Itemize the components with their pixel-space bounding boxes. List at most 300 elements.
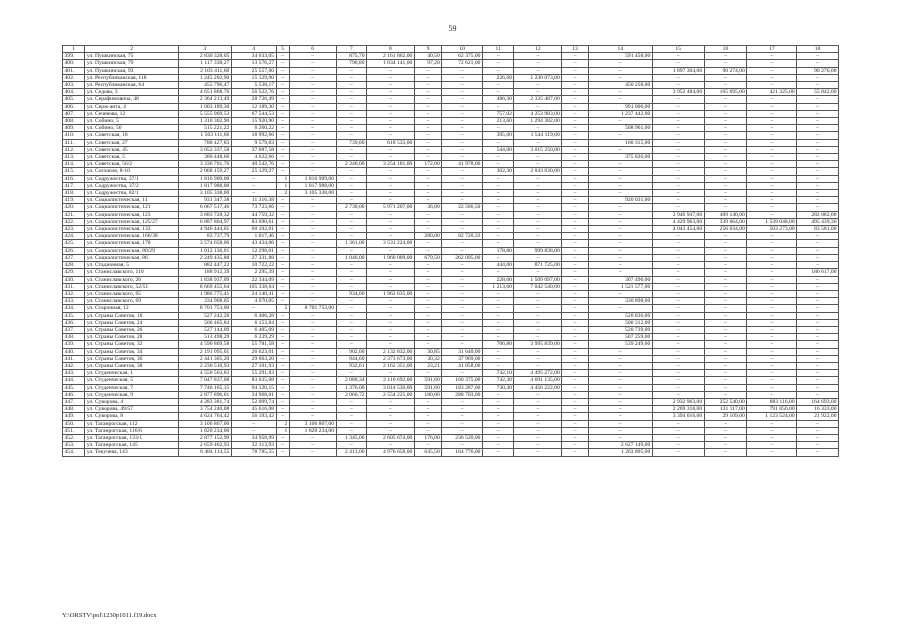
value-cell: 4 550 563,83 bbox=[178, 370, 231, 377]
value-cell: 4 253 983,00 bbox=[514, 110, 562, 117]
value-cell: – bbox=[747, 355, 797, 362]
value-cell: – bbox=[482, 427, 514, 434]
table-row bbox=[63, 132, 839, 139]
table-row bbox=[63, 384, 839, 391]
value-cell: 40,50 bbox=[414, 53, 441, 60]
value-cell: – bbox=[562, 118, 588, 125]
value-cell: 4 976 658,00 bbox=[367, 449, 415, 456]
value-cell: – bbox=[414, 334, 441, 341]
value-cell: – bbox=[797, 254, 839, 261]
table-row bbox=[63, 211, 839, 218]
value-cell: 1 046,00 bbox=[336, 254, 367, 261]
value-cell: – bbox=[289, 290, 336, 297]
value-cell: – bbox=[588, 204, 652, 211]
value-cell: – bbox=[276, 269, 289, 276]
value-cell: 2 bbox=[276, 420, 289, 427]
value-cell: 3 754 240,08 bbox=[178, 406, 231, 413]
address-cell: ул. Таганрогская, 133/1 bbox=[85, 434, 179, 441]
value-cell: – bbox=[562, 125, 588, 132]
address-cell: ул. Страны Советов, 38 bbox=[85, 362, 179, 369]
value-cell: 56 193,42 bbox=[231, 413, 276, 420]
value-cell: – bbox=[367, 341, 415, 348]
value-cell: 34 958,99 bbox=[231, 434, 276, 441]
value-cell: 3 106 867,00 bbox=[178, 420, 231, 427]
value-cell: – bbox=[562, 67, 588, 74]
value-cell: – bbox=[514, 312, 562, 319]
value-cell: – bbox=[747, 211, 797, 218]
value-cell: – bbox=[652, 370, 704, 377]
value-cell: 7 042 540,00 bbox=[514, 283, 562, 290]
value-cell: – bbox=[514, 103, 562, 110]
value-cell: – bbox=[652, 442, 704, 449]
value-cell: – bbox=[797, 110, 839, 117]
value-cell: – bbox=[414, 154, 441, 161]
value-cell: – bbox=[514, 290, 562, 297]
table-row bbox=[63, 110, 839, 117]
value-cell: 172,00 bbox=[414, 161, 441, 168]
value-cell: – bbox=[652, 118, 704, 125]
value-cell: – bbox=[747, 262, 797, 269]
value-cell: – bbox=[797, 442, 839, 449]
value-cell: – bbox=[652, 175, 704, 182]
table-row bbox=[63, 67, 839, 74]
value-cell: – bbox=[747, 305, 797, 312]
value-cell: – bbox=[562, 168, 588, 175]
value-cell: 97,20 bbox=[414, 60, 441, 67]
value-cell: 1 237 442,00 bbox=[588, 110, 652, 117]
value-cell: – bbox=[289, 226, 336, 233]
address-cell: ул. Стадионная, 5 bbox=[85, 262, 179, 269]
value-cell: 3 952 484,00 bbox=[652, 89, 704, 96]
value-cell: – bbox=[276, 334, 289, 341]
value-cell: 307 496,00 bbox=[588, 276, 652, 283]
value-cell: 21 922,00 bbox=[797, 413, 839, 420]
value-cell: – bbox=[482, 125, 514, 132]
value-cell: – bbox=[289, 312, 336, 319]
value-cell: – bbox=[414, 262, 441, 269]
value-cell: 520 836,00 bbox=[588, 312, 652, 319]
address-cell: ул. Содружества, 37/2 bbox=[85, 182, 179, 189]
row-number-cell: 410. bbox=[63, 132, 85, 139]
value-cell: – bbox=[797, 60, 839, 67]
value-cell: 882 447,22 bbox=[178, 262, 231, 269]
value-cell: 288 703,00 bbox=[442, 391, 483, 398]
value-cell: 5 bbox=[276, 305, 289, 312]
value-cell: – bbox=[514, 175, 562, 182]
row-number-cell: 408. bbox=[63, 118, 85, 125]
value-cell: – bbox=[704, 190, 747, 197]
value-cell: – bbox=[704, 197, 747, 204]
value-cell: – bbox=[514, 139, 562, 146]
value-cell: – bbox=[367, 247, 415, 254]
value-cell: – bbox=[704, 312, 747, 319]
value-cell: 1 816 909,00 bbox=[178, 175, 231, 182]
value-cell: – bbox=[276, 283, 289, 290]
row-number-cell: 402. bbox=[63, 74, 85, 81]
value-cell: 2 295,39 bbox=[231, 269, 276, 276]
value-cell: – bbox=[652, 60, 704, 67]
value-cell: – bbox=[704, 449, 747, 456]
value-cell: 55 781,58 bbox=[231, 341, 276, 348]
value-cell: – bbox=[562, 326, 588, 333]
page-number: 59 bbox=[448, 24, 457, 33]
value-cell: – bbox=[289, 132, 336, 139]
value-cell: – bbox=[797, 139, 839, 146]
value-cell: – bbox=[747, 247, 797, 254]
row-number-cell: 411. bbox=[63, 139, 85, 146]
value-cell: 330 898,00 bbox=[588, 298, 652, 305]
value-cell: – bbox=[747, 362, 797, 369]
value-cell: 83 690,61 bbox=[231, 218, 276, 225]
value-cell: – bbox=[482, 348, 514, 355]
address-cell: ул. Старонная, 12 bbox=[85, 305, 179, 312]
value-cell: – bbox=[442, 262, 483, 269]
value-cell: – bbox=[514, 334, 562, 341]
value-cell: – bbox=[289, 391, 336, 398]
value-cell: 3 336 701,76 bbox=[178, 161, 231, 168]
value-cell: 1 544 119,00 bbox=[514, 132, 562, 139]
value-cell: 1 310 302,90 bbox=[178, 118, 231, 125]
value-cell: – bbox=[336, 190, 367, 197]
address-cell: ул. Согласия, 8-10 bbox=[85, 168, 179, 175]
value-cell: – bbox=[482, 82, 514, 89]
value-cell: – bbox=[336, 125, 367, 132]
value-cell: 4 283 381,74 bbox=[178, 398, 231, 405]
value-cell: 1 820 234,00 bbox=[289, 427, 336, 434]
value-cell: – bbox=[652, 182, 704, 189]
value-cell: – bbox=[747, 182, 797, 189]
value-cell: – bbox=[588, 290, 652, 297]
value-cell: – bbox=[562, 413, 588, 420]
value-cell: – bbox=[414, 118, 441, 125]
value-cell: – bbox=[442, 341, 483, 348]
value-cell: – bbox=[336, 312, 367, 319]
value-cell: – bbox=[276, 154, 289, 161]
value-cell: 78 785,55 bbox=[231, 449, 276, 456]
value-cell: – bbox=[336, 233, 367, 240]
value-cell: – bbox=[289, 326, 336, 333]
value-cell: – bbox=[414, 139, 441, 146]
value-cell: 934,00 bbox=[336, 290, 367, 297]
value-cell: – bbox=[414, 442, 441, 449]
row-number-cell: 428. bbox=[63, 262, 85, 269]
value-cell: – bbox=[276, 298, 289, 305]
value-cell: – bbox=[652, 197, 704, 204]
value-cell: 2 103 411,60 bbox=[178, 67, 231, 74]
value-cell: – bbox=[747, 168, 797, 175]
value-cell: 4 691 135,00 bbox=[514, 377, 562, 384]
column-header: 12 bbox=[514, 46, 562, 53]
value-cell: – bbox=[442, 334, 483, 341]
value-cell: 4 456 222,00 bbox=[514, 384, 562, 391]
value-cell: 2 230 510,93 bbox=[178, 362, 231, 369]
value-cell: 72 621,00 bbox=[442, 60, 483, 67]
value-cell: 1 539 048,00 bbox=[747, 218, 797, 225]
value-cell: – bbox=[514, 442, 562, 449]
value-cell: – bbox=[514, 89, 562, 96]
value-cell: – bbox=[704, 370, 747, 377]
row-number-cell: 412. bbox=[63, 146, 85, 153]
value-cell: – bbox=[747, 197, 797, 204]
value-cell: 55 291,83 bbox=[231, 370, 276, 377]
value-cell: – bbox=[414, 218, 441, 225]
value-cell: – bbox=[336, 132, 367, 139]
row-number-cell: 442. bbox=[63, 362, 85, 369]
value-cell: 757,02 bbox=[482, 110, 514, 117]
value-cell: – bbox=[588, 218, 652, 225]
table-row bbox=[63, 218, 839, 225]
address-cell: ул. Социалистическая, 178 bbox=[85, 240, 179, 247]
value-cell: – bbox=[514, 60, 562, 67]
value-cell: – bbox=[588, 175, 652, 182]
table-row bbox=[63, 348, 839, 355]
value-cell: 513 498,29 bbox=[178, 334, 231, 341]
value-cell: 4 946 444,01 bbox=[178, 226, 231, 233]
value-cell: 41 978,00 bbox=[442, 161, 483, 168]
value-cell: – bbox=[442, 420, 483, 427]
value-cell: 7 047 837,08 bbox=[178, 377, 231, 384]
value-cell: – bbox=[442, 211, 483, 218]
value-cell: – bbox=[482, 355, 514, 362]
value-cell: – bbox=[588, 355, 652, 362]
value-cell: – bbox=[562, 355, 588, 362]
value-cell: 883 116,00 bbox=[747, 398, 797, 405]
value-cell: – bbox=[514, 449, 562, 456]
value-cell: 226,68 bbox=[482, 74, 514, 81]
value-cell: – bbox=[747, 434, 797, 441]
table-row bbox=[63, 233, 839, 240]
value-cell: – bbox=[704, 384, 747, 391]
value-cell: – bbox=[704, 283, 747, 290]
value-cell: – bbox=[336, 326, 367, 333]
value-cell: – bbox=[482, 240, 514, 247]
value-cell: – bbox=[704, 269, 747, 276]
row-number-cell: 424. bbox=[63, 233, 85, 240]
value-cell: 1 897 304,00 bbox=[652, 67, 704, 74]
value-cell: – bbox=[289, 348, 336, 355]
value-cell: – bbox=[336, 175, 367, 182]
value-cell: – bbox=[562, 204, 588, 211]
value-cell: 94 120,15 bbox=[231, 384, 276, 391]
table-row bbox=[63, 197, 839, 204]
value-cell: – bbox=[367, 398, 415, 405]
value-cell: – bbox=[482, 204, 514, 211]
value-cell: 2 605 674,00 bbox=[367, 434, 415, 441]
value-cell: 83 737,79 bbox=[178, 233, 231, 240]
value-cell: – bbox=[747, 110, 797, 117]
table-row bbox=[63, 290, 839, 297]
value-cell: – bbox=[367, 190, 415, 197]
value-cell: – bbox=[336, 74, 367, 81]
value-cell: 8 701 753,00 bbox=[289, 305, 336, 312]
value-cell: – bbox=[276, 168, 289, 175]
value-cell: 5 555 969,53 bbox=[178, 110, 231, 117]
value-cell: – bbox=[442, 125, 483, 132]
value-cell: – bbox=[442, 175, 483, 182]
value-cell: 13 576,27 bbox=[231, 60, 276, 67]
table-row bbox=[63, 139, 839, 146]
value-cell: 43 434,06 bbox=[231, 240, 276, 247]
value-cell: – bbox=[276, 442, 289, 449]
value-cell: 3 531 224,00 bbox=[367, 240, 415, 247]
value-cell: – bbox=[704, 348, 747, 355]
address-cell: ул. Станиславского, 69 bbox=[85, 298, 179, 305]
row-number-cell: 433. bbox=[63, 298, 85, 305]
table-row bbox=[63, 449, 839, 456]
value-cell: 44 759,32 bbox=[231, 211, 276, 218]
value-cell: – bbox=[276, 89, 289, 96]
column-header: 2 bbox=[85, 46, 179, 53]
value-cell: – bbox=[482, 175, 514, 182]
value-cell: 380 448,66 bbox=[178, 154, 231, 161]
table-row bbox=[63, 370, 839, 377]
row-number-cell: 401. bbox=[63, 67, 85, 74]
row-number-cell: 447. bbox=[63, 398, 85, 405]
address-cell: ул. Страны Советов, 18 bbox=[85, 312, 179, 319]
value-cell: – bbox=[336, 334, 367, 341]
value-cell: – bbox=[289, 82, 336, 89]
value-cell: – bbox=[336, 226, 367, 233]
value-cell: – bbox=[704, 377, 747, 384]
column-header: 1 bbox=[63, 46, 85, 53]
value-cell: 932,61 bbox=[336, 362, 367, 369]
value-cell: 1 bbox=[276, 175, 289, 182]
row-number-cell: 444. bbox=[63, 377, 85, 384]
value-cell: – bbox=[562, 334, 588, 341]
address-cell: ул. Социалистическая, 166/38 bbox=[85, 233, 179, 240]
value-cell: – bbox=[414, 269, 441, 276]
value-cell: – bbox=[442, 427, 483, 434]
value-cell: – bbox=[797, 125, 839, 132]
value-cell: – bbox=[414, 197, 441, 204]
address-cell: ул. Страны Советов, 28 bbox=[85, 334, 179, 341]
value-cell: – bbox=[482, 290, 514, 297]
row-number-cell: 445. bbox=[63, 384, 85, 391]
value-cell: 2 060,72 bbox=[336, 391, 367, 398]
row-number-cell: 441. bbox=[63, 355, 85, 362]
value-cell: – bbox=[276, 319, 289, 326]
value-cell: – bbox=[336, 118, 367, 125]
value-cell: 2 830 328,05 bbox=[178, 53, 231, 60]
value-cell: – bbox=[562, 254, 588, 261]
row-number-cell: 417. bbox=[63, 182, 85, 189]
value-cell: – bbox=[747, 254, 797, 261]
value-cell: – bbox=[747, 384, 797, 391]
value-cell: – bbox=[482, 449, 514, 456]
value-cell: – bbox=[704, 82, 747, 89]
row-number-cell: 448. bbox=[63, 406, 85, 413]
value-cell: 742,10 bbox=[482, 370, 514, 377]
value-cell: – bbox=[442, 226, 483, 233]
value-cell: – bbox=[276, 226, 289, 233]
value-cell: – bbox=[747, 154, 797, 161]
value-cell: 2 364 213,49 bbox=[178, 96, 231, 103]
value-cell: – bbox=[414, 283, 441, 290]
address-cell: ул. Советская, 5 bbox=[85, 154, 179, 161]
column-header: 6 bbox=[289, 46, 336, 53]
value-cell: 944,60 bbox=[336, 355, 367, 362]
address-cell: ул. Таганрогская, 112 bbox=[85, 420, 179, 427]
value-cell: – bbox=[747, 233, 797, 240]
value-cell: – bbox=[514, 305, 562, 312]
value-cell: – bbox=[367, 305, 415, 312]
value-cell: – bbox=[276, 110, 289, 117]
table-row bbox=[63, 312, 839, 319]
value-cell: – bbox=[652, 427, 704, 434]
value-cell: – bbox=[588, 362, 652, 369]
value-cell: – bbox=[797, 377, 839, 384]
address-cell: ул. Социалистическая, 86 bbox=[85, 254, 179, 261]
value-cell: 15 129,90 bbox=[231, 74, 276, 81]
value-cell: – bbox=[797, 82, 839, 89]
value-cell: – bbox=[562, 362, 588, 369]
value-cell: – bbox=[442, 276, 483, 283]
value-cell: – bbox=[704, 290, 747, 297]
value-cell: – bbox=[797, 118, 839, 125]
value-cell: – bbox=[797, 283, 839, 290]
value-cell: – bbox=[367, 118, 415, 125]
value-cell: – bbox=[442, 269, 483, 276]
value-cell: – bbox=[367, 370, 415, 377]
value-cell: – bbox=[652, 341, 704, 348]
value-cell: 1 960 009,00 bbox=[367, 254, 415, 261]
value-cell: 34 968,01 bbox=[231, 391, 276, 398]
value-cell: – bbox=[514, 362, 562, 369]
value-cell: – bbox=[797, 161, 839, 168]
value-cell: – bbox=[414, 276, 441, 283]
value-cell: 6 405,09 bbox=[231, 326, 276, 333]
value-cell: – bbox=[289, 118, 336, 125]
value-cell: – bbox=[562, 146, 588, 153]
value-cell: 236 520,00 bbox=[442, 434, 483, 441]
value-cell: – bbox=[367, 420, 415, 427]
table-row bbox=[63, 434, 839, 441]
value-cell: 29 663,20 bbox=[231, 355, 276, 362]
value-cell: 931 347,38 bbox=[178, 197, 231, 204]
value-cell: – bbox=[367, 110, 415, 117]
value-cell: – bbox=[562, 82, 588, 89]
table-row bbox=[63, 96, 839, 103]
address-cell: ул. Сечевова, 12 bbox=[85, 110, 179, 117]
value-cell: – bbox=[704, 168, 747, 175]
value-cell: 2 bbox=[276, 190, 289, 197]
value-cell: 29 109,00 bbox=[704, 413, 747, 420]
value-cell: – bbox=[514, 427, 562, 434]
value-cell: – bbox=[588, 74, 652, 81]
value-cell: – bbox=[289, 110, 336, 117]
value-cell: 90 276,00 bbox=[797, 67, 839, 74]
value-cell: – bbox=[797, 96, 839, 103]
value-cell: – bbox=[797, 434, 839, 441]
value-cell: – bbox=[336, 67, 367, 74]
value-cell: 1 230 073,00 bbox=[514, 74, 562, 81]
value-cell: – bbox=[514, 398, 562, 405]
table-row bbox=[63, 89, 839, 96]
value-cell: – bbox=[652, 233, 704, 240]
value-cell: 4 624 764,42 bbox=[178, 413, 231, 420]
value-cell: 30,32 bbox=[414, 355, 441, 362]
value-cell: – bbox=[336, 398, 367, 405]
value-cell: – bbox=[442, 305, 483, 312]
value-cell: – bbox=[442, 298, 483, 305]
row-number-cell: 418. bbox=[63, 190, 85, 197]
table-row bbox=[63, 146, 839, 153]
row-number-cell: 446. bbox=[63, 391, 85, 398]
value-cell: – bbox=[588, 391, 652, 398]
table-row bbox=[63, 442, 839, 449]
value-cell: – bbox=[704, 362, 747, 369]
value-cell: – bbox=[797, 53, 839, 60]
